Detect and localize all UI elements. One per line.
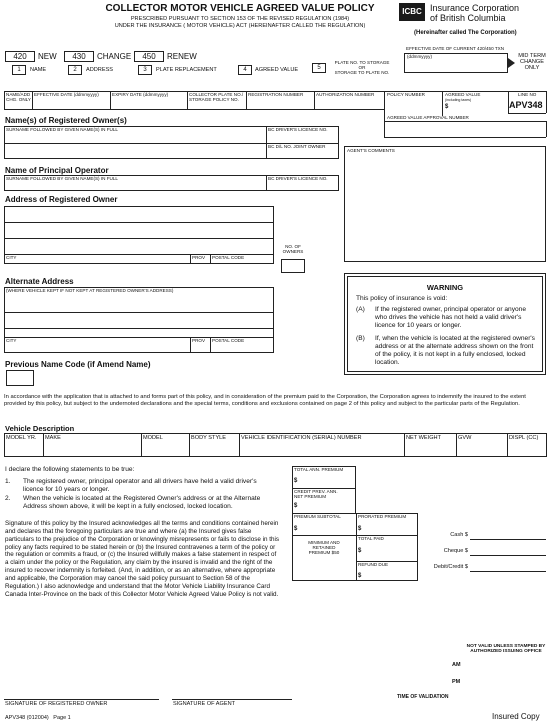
owner-bcdl-label: BC DRIVER'S LICENCE NO. xyxy=(268,127,328,132)
line-no-label: LINE NO xyxy=(518,92,537,97)
warning-b-tag: (B) xyxy=(356,335,365,342)
effective-date-format: (ddmmyyyy) xyxy=(407,54,433,59)
agreed-value-label: AGREED VALUE xyxy=(445,92,481,97)
org-name-1: Insurance Corporation xyxy=(430,3,520,13)
authorization-number-input[interactable] xyxy=(316,100,382,108)
address-city-label: CITY xyxy=(6,255,17,260)
code-450-box[interactable]: 450 xyxy=(134,51,164,62)
refund-due-label: REFUND DUE xyxy=(358,562,389,567)
cheque-line[interactable] xyxy=(470,555,546,556)
vehicle-col-net-weight: NET WEIGHT xyxy=(406,435,442,441)
code-420-label: NEW xyxy=(38,52,57,61)
previous-name-heading: Previous Name Code (if Amend Name) xyxy=(5,360,151,369)
effective-date-field[interactable] xyxy=(404,53,508,73)
copy-label: Insured Copy xyxy=(492,712,540,721)
owner-count-label: NO. OF OWNERS xyxy=(282,244,304,254)
option-3-label: PLATE REPLACEMENT xyxy=(156,67,217,73)
validation-stamp-area[interactable] xyxy=(464,658,548,700)
authorization-number-label: AUTHORIZATION NUMBER xyxy=(316,92,375,97)
declaration-1-num: 1. xyxy=(5,478,11,485)
warning-box xyxy=(344,273,546,375)
agreed-value-note: (including taxes) xyxy=(445,98,472,102)
total-paid-label: TOTAL PAID xyxy=(358,536,384,541)
option-1-label: NAME xyxy=(30,67,47,73)
address-heading: Address of Registered Owner xyxy=(5,195,118,204)
declaration-intro: I declare the following statements to be true: xyxy=(5,466,135,473)
form-number: APV348 (012004) Page 1 xyxy=(5,715,71,721)
form-subtitle-2: UNDER THE INSURANCE ( MOTOR VEHICLE) ACT (HEREINAFTER CALLED THE REGULATION) xyxy=(114,23,366,29)
org-name-2: of British Columbia xyxy=(430,13,506,23)
premium-subtotal-dollar: $ xyxy=(294,526,298,532)
premium-subtotal-label: PREMIUM SUBTOTAL xyxy=(294,514,341,519)
warning-a-tag: (A) xyxy=(356,306,365,313)
expiry-date-input[interactable] xyxy=(112,100,185,108)
approval-number-input[interactable] xyxy=(386,125,544,135)
vehicle-col-vin: VEHICLE IDENTIFICATION (SERIAL) NUMBER xyxy=(241,435,362,441)
owner-count-field[interactable] xyxy=(281,259,305,273)
owner-heading: Name(s) of Registered Owner(s) xyxy=(5,116,127,125)
agent-signature-line[interactable] xyxy=(172,699,292,700)
alt-postal-label: POSTAL CODE xyxy=(212,338,245,343)
warning-title: WARNING xyxy=(426,283,464,292)
debit-credit-label: Debit/Credit $ xyxy=(433,564,468,570)
credit-premium-dollar: $ xyxy=(294,503,298,509)
previous-name-code-field[interactable] xyxy=(6,370,34,386)
effective-date-label: EFFECTIVE DATE OF CURRENT 420/450 TXN xyxy=(406,46,505,51)
agents-comments-label: AGENT'S COMMENTS xyxy=(347,148,395,153)
registration-number-input[interactable] xyxy=(248,100,312,108)
operator-heading: Name of Principal Operator xyxy=(5,166,109,175)
code-450-label: RENEW xyxy=(167,52,197,61)
minimum-premium-label: MINIMUM AND RETAINED PREMIUM $50 xyxy=(308,540,340,555)
option-2-box[interactable]: 2 xyxy=(68,65,82,75)
agent-signature-label: SIGNATURE OF AGENT xyxy=(173,701,236,707)
validation-am: AM xyxy=(452,662,461,668)
option-4-label: AGREED VALUE xyxy=(255,67,299,73)
owner-surname-label: SURNAME FOLLOWED BY GIVEN NAME(S) IN FULL xyxy=(6,127,118,132)
address-prov-label: PROV xyxy=(192,255,206,260)
prorated-premium-input[interactable] xyxy=(364,524,416,534)
warning-b-text: If, when the vehicle is located at the registered owner's address or at the alternate address shown on the front of the policy, it is not kept in a fully enclosed, locked location. xyxy=(375,335,535,366)
vehicle-col-model: MODEL xyxy=(143,435,163,441)
consideration-paragraph: In accordance with the application that is attached to and forms part of this policy, and in consideration of the premium paid to the Corporation, the Corporation agrees to indemnify the insured to the extent provided by this policy, but subject to the undernoted declarations and the special terms, conditions and exclusions contained on page 2 of this policy and subject to the particular parts of the Regulation. xyxy=(4,394,526,408)
validation-time: TIME OF VALIDATION xyxy=(397,694,449,700)
icbc-logo: ICBC xyxy=(399,3,425,21)
approval-number-label: AGREED VALUE APPROVAL NUMBER xyxy=(387,115,469,120)
name-add-change-label: NAME/ADD CHG. ONLY xyxy=(6,92,31,102)
code-430-box[interactable]: 430 xyxy=(64,51,94,62)
agents-comments-box[interactable] xyxy=(344,146,546,262)
name-add-change-field[interactable] xyxy=(6,100,30,108)
declaration-body: Signature of this policy by the Insured acknowledges all the terms and conditions contained herein and declares that the foregoing particulars are true and where (a) the Insured gives false particulars to the prejudice of the Corporation or knowingly misrepresents or fails to disclose in this policy any facts required to be stated herein or (b) the Insured contravenes a term of the policy or the regulation or commits a fraud, or (c) the Insured willfully makes a false statement in respect of a claim under the policy or the Regulation, any claim by the insured is invalid and the right of the insured to recover indemnity is forfeited. (And, in addition, or as an alternative, where appropriate and applicable, the Corporation may cancel the said policy pursuant to Section 58 of the Regulation.) I also acknowledge and understand that the Motor Vehicle Liability Insurance Card Canada Inter-Province on the back of this Collector Motor Vehicle Agreed Value Policy is not valid. xyxy=(5,520,280,598)
agreed-value-dollar: $ xyxy=(445,104,449,110)
prorated-premium-dollar: $ xyxy=(358,526,362,532)
agreed-value-input[interactable] xyxy=(450,104,506,112)
validation-pm: PM xyxy=(452,679,461,685)
debit-credit-line[interactable] xyxy=(470,571,546,572)
owner-signature-line[interactable] xyxy=(4,699,159,700)
declaration-1-text: The registered owner, principal operator and all drivers have held a valid driver's licence for 10 years or longer. xyxy=(23,478,257,493)
form-subtitle-1: PRESCRIBED PURSUANT TO SECTION 153 OF THE REVISED REGULATION (1984) xyxy=(130,16,350,22)
credit-premium-label: CREDIT PREV. ANN. NET PREMIUM xyxy=(294,489,338,499)
line-no-value: APV348 xyxy=(509,100,543,110)
cash-line[interactable] xyxy=(470,539,546,540)
alt-city-label: CITY xyxy=(6,338,17,343)
refund-due-dollar: $ xyxy=(358,573,362,579)
option-1-box[interactable]: 1 xyxy=(12,65,26,75)
form-title: COLLECTOR MOTOR VEHICLE AGREED VALUE POLICY xyxy=(105,3,375,14)
option-4-box[interactable]: 4 xyxy=(238,65,252,75)
collector-plate-label: COLLECTOR PLATE NO./ STORAGE POLICY NO. xyxy=(189,92,244,102)
warning-a-text: If the registered owner, principal operator or anyone who drives the vehicle has not held a valid driver's licence for 10 years or longer. xyxy=(375,306,527,329)
refund-due-input[interactable] xyxy=(364,571,416,579)
vehicle-col-body-style: BODY STYLE xyxy=(191,435,227,441)
total-paid-dollar: $ xyxy=(358,548,362,554)
code-430-label: CHANGE xyxy=(97,52,132,61)
code-420-box[interactable]: 420 xyxy=(5,51,35,62)
effective-date-input[interactable] xyxy=(34,100,108,108)
vehicle-col-gvw: GVW xyxy=(458,435,472,441)
total-annual-premium-dollar: $ xyxy=(294,478,298,484)
cash-label: Cash $ xyxy=(450,532,468,538)
policy-number-label: POLICY NUMBER xyxy=(387,92,425,97)
operator-bcdl-label: BC DRIVER'S LICENCE NO. xyxy=(268,176,328,181)
vehicle-col-make: MAKE xyxy=(45,435,61,441)
owner-signature-label: SIGNATURE OF REGISTERED OWNER xyxy=(5,701,108,707)
vehicle-heading: Vehicle Description xyxy=(5,424,75,433)
option-3-box[interactable]: 3 xyxy=(138,65,152,75)
total-annual-premium-label: TOTAL ANN. PREMIUM xyxy=(294,467,344,472)
option-5-label: PLATE NO. TO STORAGE OR STORAGE TO PLATE NO. xyxy=(334,60,390,75)
joint-owner-label: BC D/L NO. JOINT OWNER xyxy=(268,144,326,149)
operator-surname-label: SURNAME FOLLOWED BY GIVEN NAME(S) IN FULL xyxy=(6,176,118,181)
alt-address-heading: Alternate Address xyxy=(5,277,74,286)
org-name-3: (Hereinafter called The Corporation) xyxy=(414,30,517,36)
expiry-date-label: EXPIRY DATE (ddmmyyyy) xyxy=(112,92,169,97)
warning-intro: This policy of insurance is void: xyxy=(356,295,448,302)
credit-premium-input[interactable] xyxy=(300,501,354,512)
alt-prov-label: PROV xyxy=(192,338,206,343)
declaration-2-num: 2. xyxy=(5,495,11,502)
alt-address-note: (WHERE VEHICLE KEPT IF NOT KEPT AT REGISTERED OWNER'S ADDRESS) xyxy=(6,288,174,293)
option-2-label: ADDRESS xyxy=(86,67,114,73)
effective-date-label-2: EFFECTIVE DATE (ddmmyyyy) xyxy=(34,92,99,97)
midterm-label: MID TERM CHANGE ONLY xyxy=(518,53,546,72)
address-postal-label: POSTAL CODE xyxy=(212,255,245,260)
vehicle-col-displacement: DISPL (CC) xyxy=(509,435,539,441)
registration-number-label: REGISTRATION NUMBER xyxy=(248,92,304,97)
option-5-box[interactable]: 5 xyxy=(312,63,326,73)
total-annual-premium-input[interactable] xyxy=(300,476,354,486)
prorated-premium-label: PRORATED PREMIUM xyxy=(358,514,407,519)
premium-subtotal-input[interactable] xyxy=(300,524,354,534)
total-paid-input[interactable] xyxy=(364,546,416,558)
vehicle-col-model-year: MODEL YR. xyxy=(6,435,37,441)
validation-note: NOT VALID UNLESS STAMPED BY AUTHORIZED ISSUING OFFICE xyxy=(466,644,546,655)
cheque-label: Cheque $ xyxy=(443,548,468,554)
declaration-2-text: When the vehicle is located at the Registered Owner's address or at the Alternate Address shown above, it will be kept in a fully enclosed, locked location. xyxy=(23,495,261,510)
